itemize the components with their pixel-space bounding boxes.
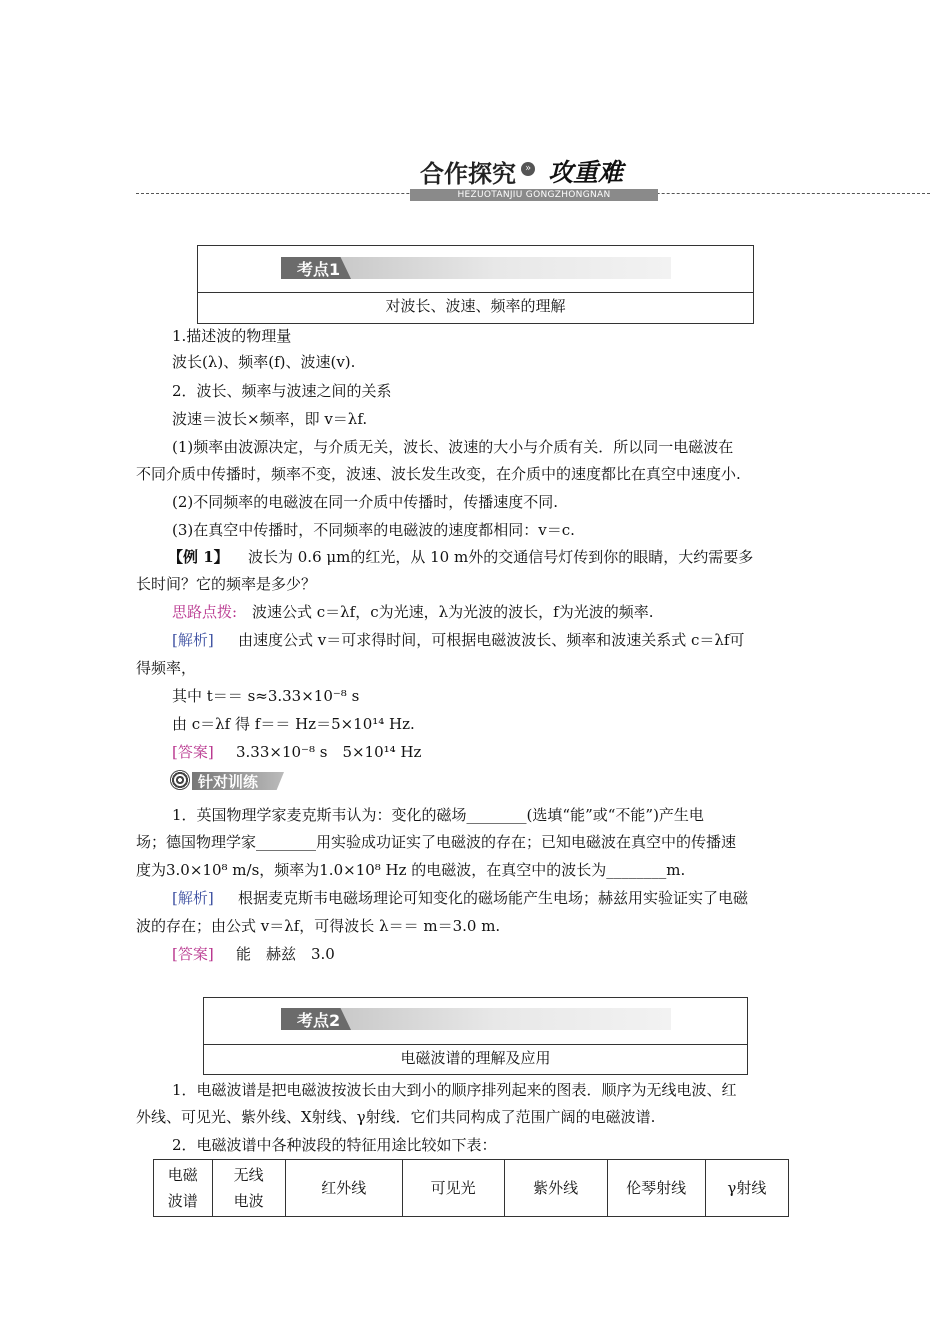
section2-divider xyxy=(204,1044,747,1045)
example-label: 【例 1】 xyxy=(168,548,229,566)
s1-line-4: (1)频率由波源决定，与介质无关，波长、波速的大小与介质有关．所以同一电磁波在 xyxy=(172,438,734,456)
section2-title: 电磁波谱的理解及应用 xyxy=(400,1049,551,1067)
training-answer: 能 赫兹 3.0 xyxy=(236,945,335,963)
training-header xyxy=(170,769,285,793)
training-answer-label: [答案] xyxy=(172,945,214,963)
training-q3: 度为3.0×10⁸ m/s，频率为1.0×10⁸ Hz 的电磁波，在真空中的波长为________m. xyxy=(136,861,686,879)
section1-title: 对波长、波速、频率的理解 xyxy=(385,297,566,315)
hint-label: 思路点拨: xyxy=(172,603,238,621)
s1-line-3: 波速＝波长×频率，即 v＝λf. xyxy=(172,410,368,428)
target-icon xyxy=(170,770,190,790)
s2-p1b: 外线、可见光、紫外线、X射线、γ射线．它们共同构成了范围广阔的电磁波谱. xyxy=(136,1108,656,1126)
s2-p2: 2．电磁波谱中各种波段的特征用途比较如下表： xyxy=(172,1136,497,1154)
calc-1: 其中 t＝＝ s≈3.33×10⁻⁸ s xyxy=(172,687,360,705)
table-header-cell: 紫外线 xyxy=(504,1160,607,1217)
s1-line-6: (2)不同频率的电磁波在同一介质中传播时，传播速度不同. xyxy=(172,493,559,511)
section1-box xyxy=(197,245,754,324)
section1-divider xyxy=(198,292,753,293)
calc-2: 由 c＝λf 得 f＝＝ Hz＝5×10¹⁴ Hz. xyxy=(172,715,415,733)
training-analysis-1: 根据麦克斯韦电磁场理论可知变化的磁场能产生电场；赫兹用实验证实了电磁 xyxy=(238,889,749,907)
section1-tag: 考点1 xyxy=(297,260,341,279)
answer-text: 3.33×10⁻⁸ s 5×10¹⁴ Hz xyxy=(236,743,422,761)
analysis-1: 由速度公式 v＝可求得时间，可根据电磁波波长、频率和波速关系式 c＝λf可 xyxy=(238,631,745,649)
training-q1: 1．英国物理学家麦克斯韦认为：变化的磁场________(选填“能”或“不能”)产生电 xyxy=(172,806,704,824)
banner-arrow-icon: » xyxy=(521,162,535,176)
training-analysis-2: 波的存在；由公式 v＝λf，可得波长 λ＝＝ m＝3.0 m. xyxy=(136,917,501,935)
example-q2: 长时间？它的频率是多少？ xyxy=(136,575,317,593)
table-header-cell: 电磁 波谱 xyxy=(154,1160,213,1217)
s2-p1a: 1．电磁波谱是把电磁波按波长由大到小的顺序排列起来的图表．顺序为无线电波、红 xyxy=(172,1081,737,1099)
banner-title-left: 合作探究 xyxy=(420,160,516,188)
banner-title-right: 攻重难 xyxy=(548,158,624,187)
training-header-label: 针对训练 xyxy=(198,773,259,791)
analysis-label: [解析] xyxy=(172,631,214,649)
training-q2: 场；德国物理学家________用实验成功证实了电磁波的存在；已知电磁波在真空中的传播速 xyxy=(136,833,737,851)
s1-line-1: 波长(λ)、频率(f)、波速(v). xyxy=(172,353,356,371)
s1-line-7: (3)在真空中传播时，不同频率的电磁波的速度都相同：v＝c. xyxy=(172,521,575,539)
answer-label: [答案] xyxy=(172,743,214,761)
example-q1: 波长为 0.6 μm的红光，从 10 m外的交通信号灯传到你的眼睛，大约需要多 xyxy=(248,548,754,566)
banner xyxy=(0,150,950,205)
spectrum-table xyxy=(153,1159,789,1217)
table-header-cell: 伦琴射线 xyxy=(607,1160,705,1217)
banner-subtitle: HEZUOTANJIU GONGZHONGNAN xyxy=(457,190,611,200)
table-header-cell: 红外线 xyxy=(285,1160,402,1217)
s1-line-2: 2．波长、频率与波速之间的关系 xyxy=(172,382,392,400)
table-header-cell: 可见光 xyxy=(402,1160,504,1217)
section2-tag: 考点2 xyxy=(297,1011,341,1030)
table-row xyxy=(154,1160,789,1217)
analysis-2: 得频率， xyxy=(136,659,197,677)
table-header-cell: 无线 电波 xyxy=(212,1160,285,1217)
s1-line-0: 1.描述波的物理量 xyxy=(172,327,292,345)
training-analysis-label: [解析] xyxy=(172,889,214,907)
s1-line-5: 不同介质中传播时，频率不变，波速、波长发生改变，在介质中的速度都比在真空中速度小. xyxy=(136,465,741,483)
hint-text: 波速公式 c＝λf，c为光速，λ为光波的波长，f为光波的频率. xyxy=(252,603,654,621)
section2-box xyxy=(203,997,748,1075)
table-header-cell: γ射线 xyxy=(705,1160,788,1217)
